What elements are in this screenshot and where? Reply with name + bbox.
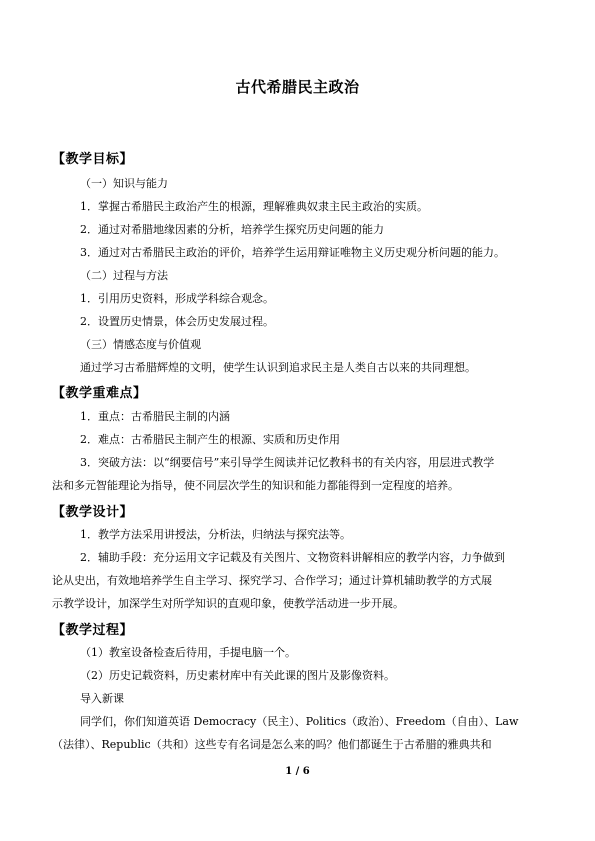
design-line-1: 1．教学方法采用讲授法，分析法，归纳法与探究法等。 [80, 528, 351, 541]
goals-line-6: 1．引用历史资料，形成学科综合观念。 [80, 292, 274, 305]
process-line-1: （1）教室设备检查后待用，手提电脑一个。 [80, 646, 296, 659]
goals-line-1: （一）知识与能力 [80, 177, 168, 190]
key-points-line-4: 法和多元智能理论为指导，使不同层次学生的知识和能力都能得到一定程度的培养。 [52, 479, 459, 492]
section-heading-goals: 【教学目标】 [52, 152, 134, 167]
design-line-4: 示教学设计，加深学生对所学知识的直观印象，使教学活动进一步开展。 [52, 597, 404, 610]
section-heading-key-points: 【教学重难点】 [52, 386, 147, 401]
section-heading-design: 【教学设计】 [52, 505, 134, 520]
key-points-line-3: 3．突破方法：以“纲要信号”来引导学生阅读并记忆教科书的有关内容，用层进式教学 [80, 456, 495, 469]
goals-line-5: （二）过程与方法 [80, 269, 168, 282]
process-line-5: （法律）、Republic（共和）这些专有名词是怎么来的吗？他们都诞生于古希腊的雅典共和 [52, 738, 492, 751]
goals-line-4: 3．通过对古希腊民主政治的评价，培养学生运用辩证唯物主义历史观分析问题的能力。 [80, 246, 505, 259]
process-line-4: 同学们，你们知道英语 Democracy（民主）、Politics（政治）、Freedom（自由）、Law [80, 715, 519, 728]
document-title: 古代希腊民主政治 [235, 78, 360, 96]
process-line-3: 导入新课 [80, 692, 124, 705]
design-line-3: 论从史出，有效地培养学生自主学习、探究学习、合作学习；通过计算机辅助教学的方式展 [52, 574, 492, 587]
goals-line-3: 2．通过对希腊地缘因素的分析，培养学生探究历史问题的能力 [80, 223, 384, 236]
goals-line-9: 通过学习古希腊辉煌的文明，使学生认识到追求民主是人类自古以来的共同理想。 [80, 361, 476, 374]
key-points-line-2: 2．难点：古希腊民主制产生的根源、实质和历史作用 [80, 433, 340, 446]
design-line-2: 2．辅助手段：充分运用文字记载及有关图片、文物资料讲解相应的教学内容，力争做到 [80, 551, 505, 564]
page-number: 1 / 6 [285, 766, 310, 777]
process-line-2: （2）历史记载资料，历史素材库中有关此课的图片及影像资料。 [80, 669, 395, 682]
goals-line-7: 2．设置历史情景，体会历史发展过程。 [80, 315, 274, 328]
goals-line-8: （三）情感态度与价值观 [80, 338, 201, 351]
key-points-line-1: 1．重点：古希腊民主制的内涵 [80, 410, 230, 423]
section-heading-process: 【教学过程】 [52, 623, 134, 638]
goals-line-2: 1．掌握古希腊民主政治产生的根源，理解雅典奴隶主民主政治的实质。 [80, 200, 428, 213]
